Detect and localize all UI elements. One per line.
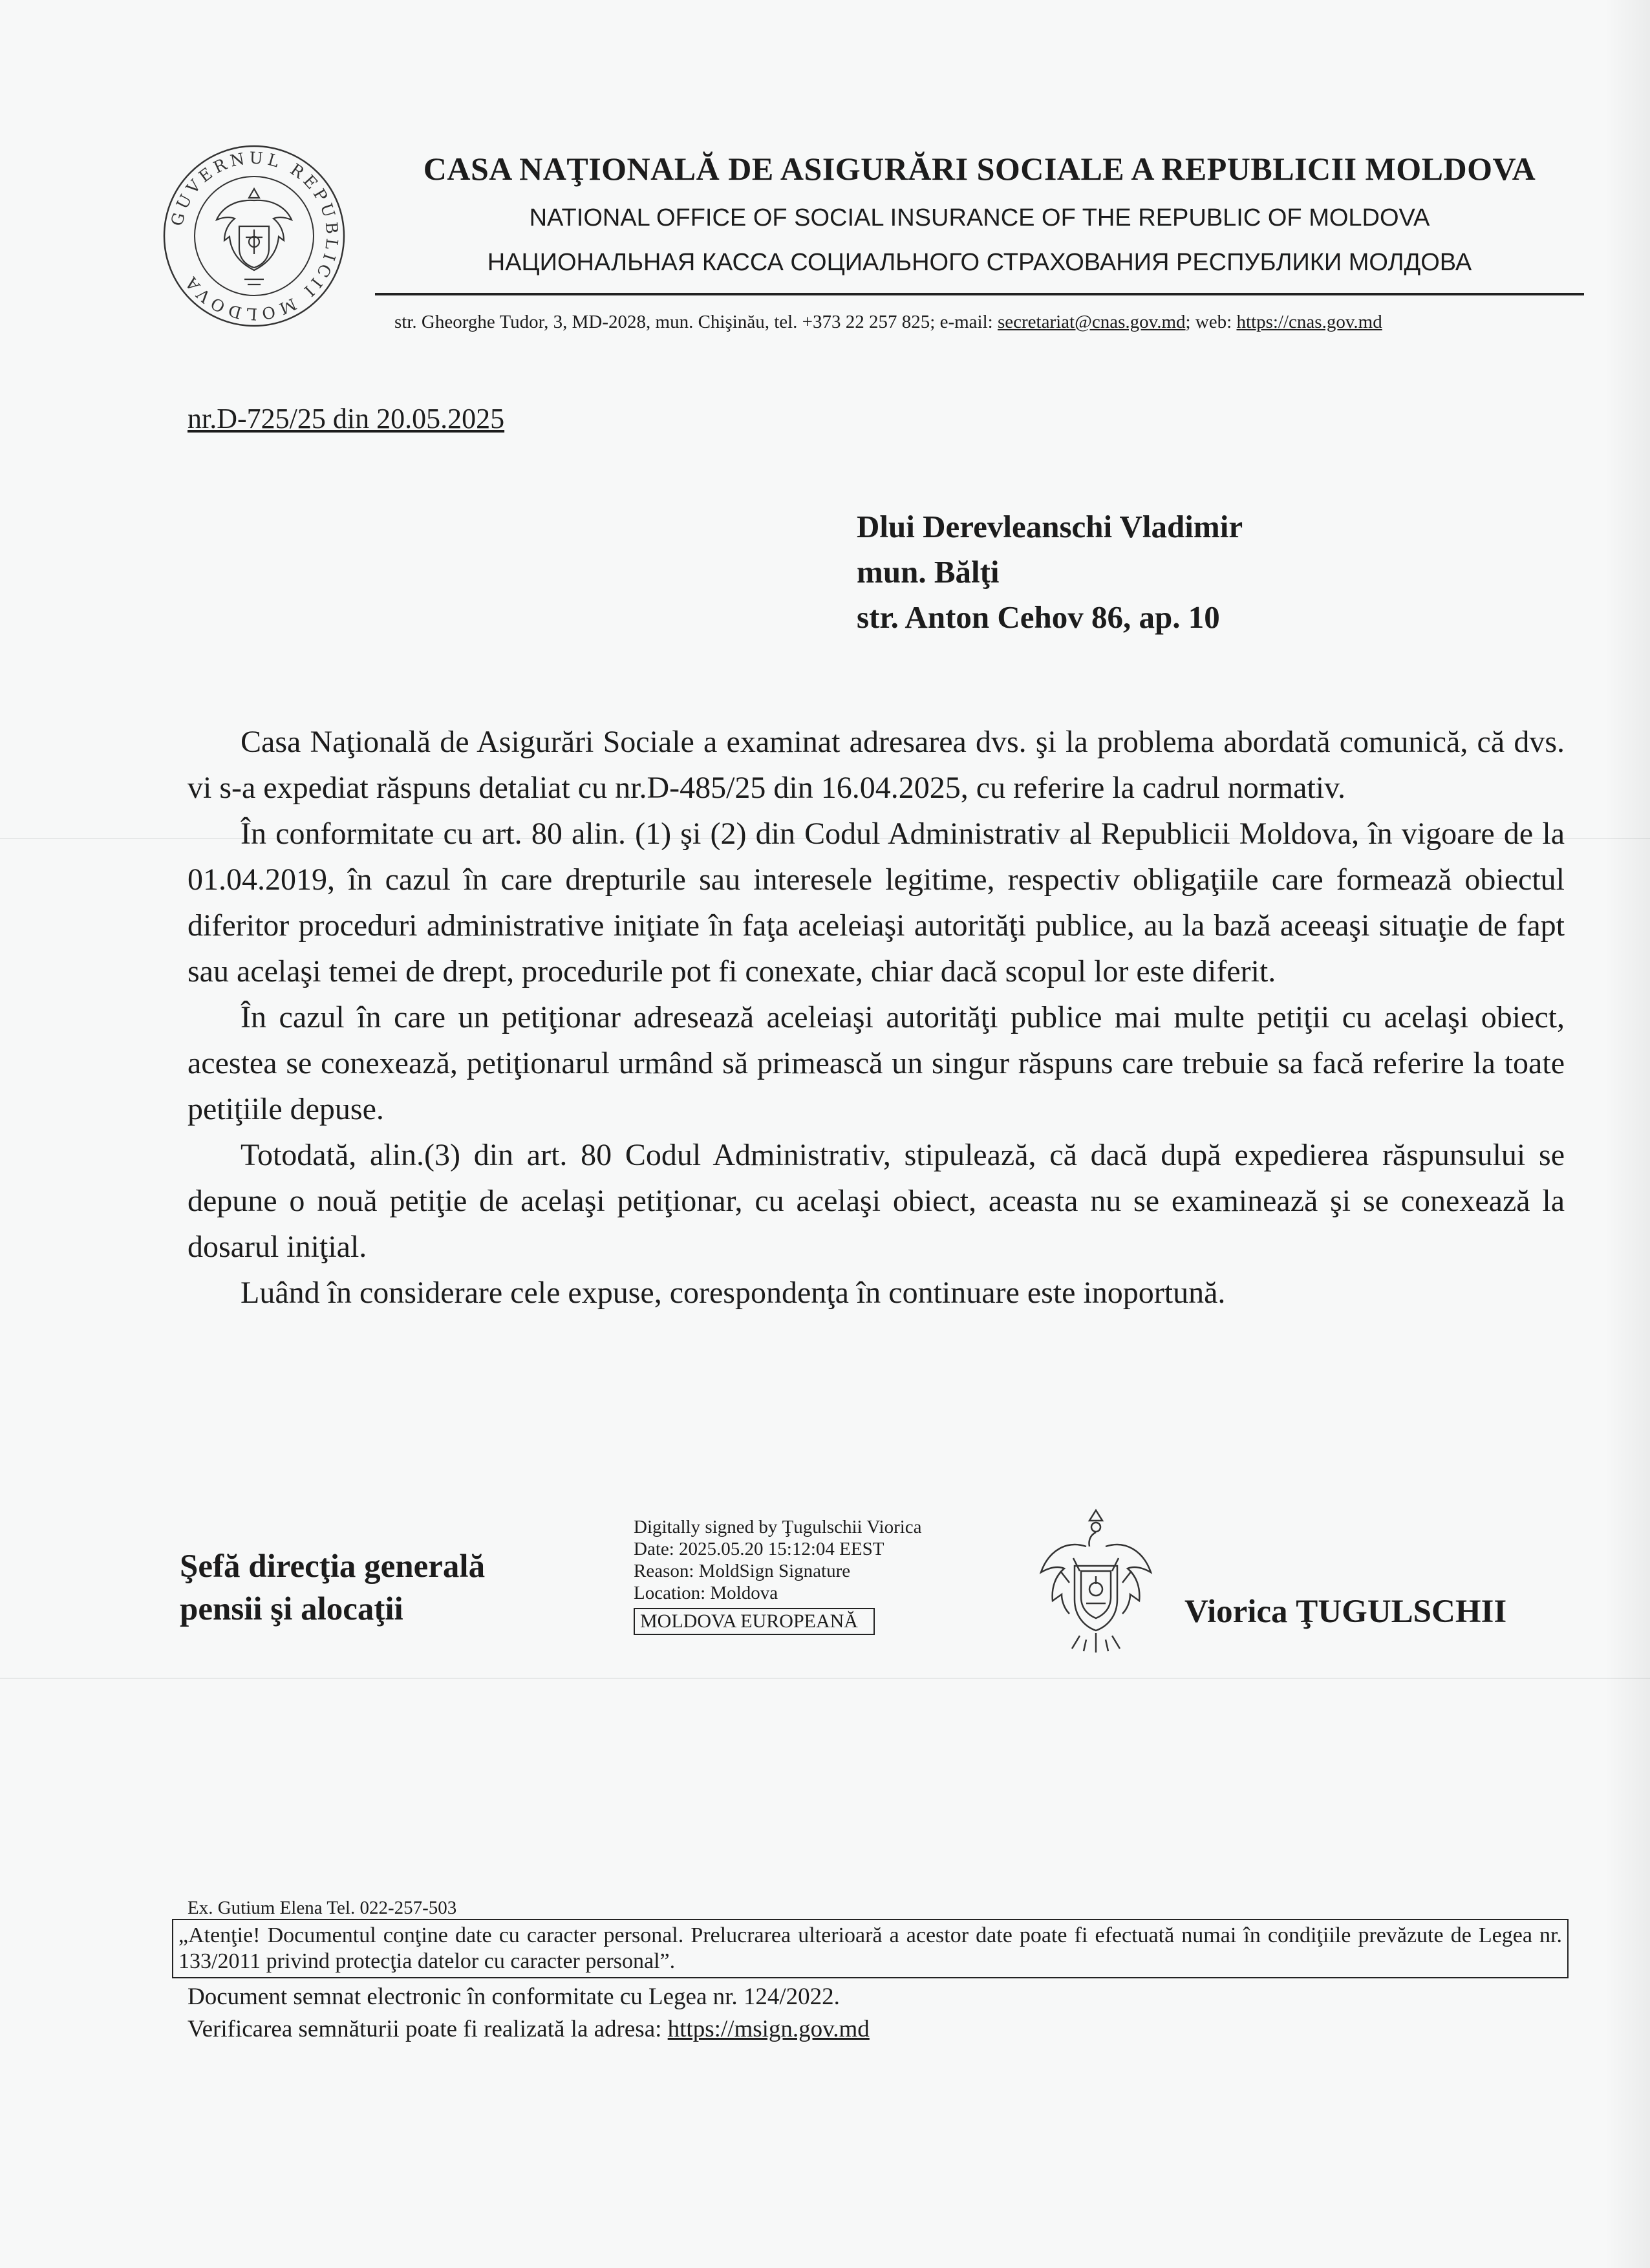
digital-signature-block bbox=[634, 1516, 922, 1635]
letter-body bbox=[188, 719, 1565, 1316]
executor-line: Ex. Gutium Elena Tel. 022-257-503 bbox=[188, 1898, 457, 1918]
header-divider bbox=[375, 293, 1584, 295]
coat-of-arms-icon bbox=[1034, 1506, 1157, 1656]
digital-sign-reason: Reason: MoldSign Signature bbox=[634, 1561, 851, 1581]
digital-sign-location: Location: Moldova bbox=[634, 1583, 778, 1603]
esign-line: Document semnat electronic în conformitate cu Legea nr. 124/2022. bbox=[188, 1984, 840, 2010]
digital-signed-by: Digitally signed by Ţugulschii Viorica bbox=[634, 1517, 922, 1537]
body-paragraph: Casa Naţională de Asigurări Sociale a examinat adresarea dvs. şi la problema abordată comunică, că dvs. vi s-a expediat răspuns detaliat cu nr.D-485/25 din 16.04.2025, cu referire la cadrul normativ. bbox=[188, 725, 1565, 805]
digital-sign-date: Date: 2025.05.20 15:12:04 EEST bbox=[634, 1539, 884, 1559]
paper-fold bbox=[0, 1678, 1650, 1679]
verify-link[interactable]: https://msign.gov.md bbox=[667, 2016, 870, 2042]
svg-text:GUVERNUL REPUBLICII MOLDOVA: GUVERNUL REPUBLICII MOLDOVA bbox=[167, 148, 342, 324]
body-paragraph: În conformitate cu art. 80 alin. (1) şi (2) din Codul Administrativ al Republicii Moldova, în vigoare de la 01.04.2019, în cazul în care drepturile sau interesele legitime, respectiv obligaţiile care formează obiectul diferitor proceduri administrative iniţiate în faţa aceleiaşi autorităţi publice, au la bază aceeaşi situaţie de fapt sau acelaşi temei de drept, procedurile pot fi conexate, chiar dacă scopul lor este diferit. bbox=[188, 817, 1565, 989]
recipient-street: str. Anton Cehov 86, ap. 10 bbox=[857, 599, 1220, 635]
contact-web-link[interactable]: https://cnas.gov.md bbox=[1236, 312, 1382, 332]
contact-address: str. Gheorghe Tudor, 3, MD-2028, mun. Chişinău, tel. +373 22 257 825; e-mail: bbox=[394, 312, 998, 332]
verify-label: Verificarea semnăturii poate fi realizată la adresa: bbox=[188, 2016, 668, 2042]
signatory-position-line: Şefă direcţia generală bbox=[180, 1548, 486, 1585]
verify-line bbox=[188, 2013, 870, 2046]
government-seal-logo bbox=[162, 144, 347, 328]
signatory-position-line: pensii şi alocaţii bbox=[180, 1591, 403, 1627]
contact-line bbox=[394, 312, 1382, 333]
document-reference: nr.D-725/25 din 20.05.2025 bbox=[188, 403, 505, 434]
esign-footer bbox=[188, 1981, 870, 2046]
institution-title-ru: НАЦИОНАЛЬНАЯ КАССА СОЦИАЛЬНОГО СТРАХОВАНИЯ РЕСПУБЛИКИ МОЛДОВА bbox=[487, 249, 1472, 276]
institution-title-en: NATIONAL OFFICE OF SOCIAL INSURANCE OF THE REPUBLIC OF MOLDOVA bbox=[529, 204, 1430, 231]
contact-email-link[interactable]: secretariat@cnas.gov.md bbox=[997, 312, 1186, 332]
recipient-city: mun. Bălţi bbox=[857, 554, 1000, 590]
recipient-name: Dlui Derevleanschi Vladimir bbox=[857, 509, 1243, 544]
body-paragraph: Luând în considerare cele expuse, corespondenţa în continuare este inoportună. bbox=[241, 1276, 1226, 1310]
body-paragraph: Totodată, alin.(3) din art. 80 Codul Administrativ, stipulează, că dacă după expedierea răspunsului se depune o nouă petiţie de acelaşi petiţionar, cu acelaşi obiect, aceasta nu se examinează şi se conexează la dosarul iniţial. bbox=[188, 1138, 1565, 1264]
contact-web-label: ; web: bbox=[1185, 312, 1237, 332]
signatory-name: Viorica ŢUGULSCHII bbox=[1184, 1594, 1507, 1630]
page-edge-shadow bbox=[1605, 0, 1650, 2268]
signatory-position bbox=[180, 1545, 485, 1631]
institution-title: CASA NAŢIONALĂ DE ASIGURĂRI SOCIALE A REPUBLICII MOLDOVA bbox=[423, 151, 1536, 187]
body-paragraph: În cazul în care un petiţionar adresează aceleiaşi autorităţi publice mai multe petiţii cu acelaşi obiect, acestea se conexează, petiţionarul urmând să primească un singur răspuns care trebuie sa facă referire la toate petiţiile depuse. bbox=[188, 1000, 1565, 1126]
personal-data-notice: „Atenţie! Documentul conţine date cu caracter personal. Prelucrarea ulterioară a acestor date poate fi efectuată numai în condiţiile prevăzute de Legea nr. 133/2011 privind protecţia datelor cu caracter personal”. bbox=[172, 1919, 1569, 1978]
moldova-europeana-box: MOLDOVA EUROPEANĂ bbox=[634, 1608, 875, 1635]
